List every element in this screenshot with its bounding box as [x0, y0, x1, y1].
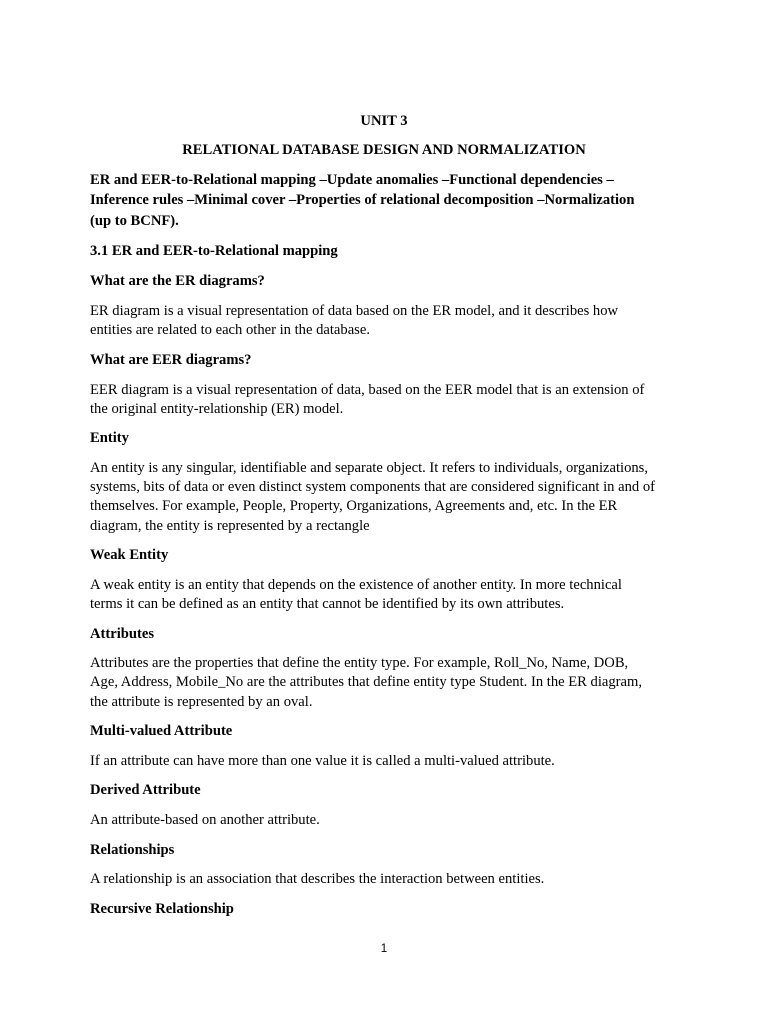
derived-heading: Derived Attribute [90, 782, 201, 798]
page-number: 1 [380, 943, 388, 955]
entity-text: systems, bits of data or even distinct system components that are considered significant in and of [90, 479, 655, 495]
relationships-text: A relationship is an association that describes the interaction between entities. [90, 871, 545, 887]
eer-diagrams-heading: What are EER diagrams? [90, 352, 252, 368]
attributes-text: Attributes are the properties that define the entity type. For example, Roll_No, Name, DOB, [90, 655, 629, 671]
entity-heading: Entity [90, 430, 129, 446]
syllabus-line: ER and EER-to-Relational mapping –Update anomalies –Functional dependencies – [90, 172, 614, 188]
recursive-heading: Recursive Relationship [90, 901, 234, 917]
weak-entity-text: A weak entity is an entity that depends on the existence of another entity. In more technical [90, 577, 622, 593]
weak-entity-text: terms it can be defined as an entity that cannot be identified by its own attributes. [90, 596, 565, 612]
syllabus-line: Inference rules –Minimal cover –Properties of relational decomposition –Normalization [90, 192, 635, 208]
syllabus-line: (up to BCNF). [90, 213, 179, 229]
eer-diagrams-text: EER diagram is a visual representation of data, based on the EER model that is an extension of [90, 382, 645, 398]
eer-diagrams-text: the original entity-relationship (ER) model. [90, 401, 344, 417]
multi-valued-text: If an attribute can have more than one value it is called a multi-valued attribute. [90, 753, 555, 769]
er-diagrams-text: ER diagram is a visual representation of data based on the ER model, and it describes how [90, 303, 619, 319]
entity-text: An entity is any singular, identifiable and separate object. It refers to individuals, organizations, [90, 460, 649, 476]
er-diagrams-heading: What are the ER diagrams? [90, 273, 265, 289]
document-title: RELATIONAL DATABASE DESIGN AND NORMALIZATION [182, 142, 586, 158]
unit-label: UNIT 3 [360, 113, 408, 129]
section-heading: 3.1 ER and EER-to-Relational mapping [90, 243, 338, 259]
attributes-text: the attribute is represented by an oval. [90, 694, 313, 710]
attributes-text: Age, Address, Mobile_No are the attributes that define entity type Student. In the ER diagram, [90, 674, 642, 690]
entity-text: diagram, the entity is represented by a rectangle [90, 518, 370, 534]
attributes-heading: Attributes [90, 626, 155, 642]
derived-text: An attribute-based on another attribute. [90, 812, 320, 828]
relationships-heading: Relationships [90, 842, 175, 858]
weak-entity-heading: Weak Entity [90, 547, 169, 563]
entity-text: themselves. For example, People, Property, Organizations, Agreements and, etc. In the ER [90, 498, 618, 514]
multi-valued-heading: Multi-valued Attribute [90, 723, 233, 739]
er-diagrams-text: entities are related to each other in the database. [90, 322, 370, 338]
